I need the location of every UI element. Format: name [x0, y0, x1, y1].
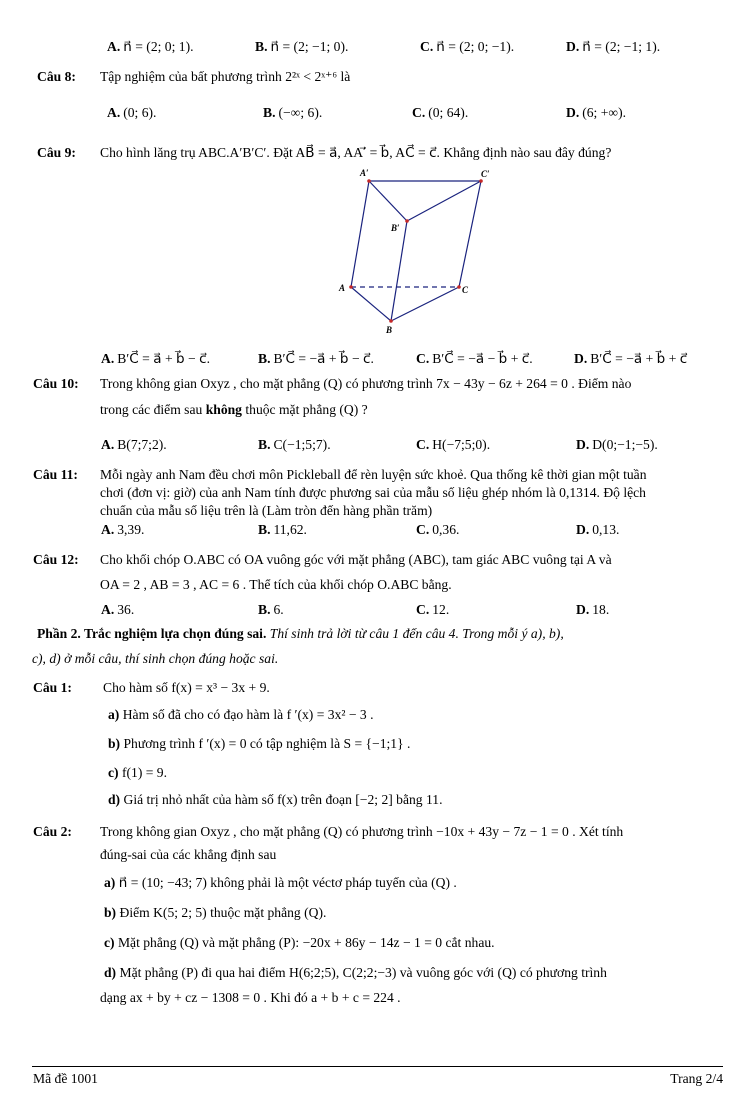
exam-code: Mã đề 1001 — [33, 1071, 98, 1086]
q10-option-c: C. H(−7;5;0). — [416, 437, 491, 452]
label-c1: C′ — [481, 169, 490, 179]
label-a1: A′ — [360, 168, 369, 178]
p2q2-item-c: c) Mặt phẳng (Q) và mặt phẳng (P): −20x + 86y − 14z − 1 = 0 cắt nhau. — [104, 935, 495, 950]
p2q2-item-d: d) Mặt phẳng (P) đi qua hai điểm H(6;2;5), C(2;2;−3) và vuông góc với (Q) có phương trình — [104, 965, 607, 980]
q7-option-a: A. n⃗ = (2; 0; 1). — [107, 39, 194, 54]
part-2-instructions: c), d) ở mỗi câu, thí sinh chọn đúng hoặc sai. — [32, 651, 279, 666]
vertex-c — [457, 285, 461, 289]
label-c: C — [462, 285, 469, 295]
q11-option-c: C. 0,36. — [416, 522, 460, 537]
q8-option-d: D. (6; +∞). — [566, 105, 627, 120]
p2q2-item-d-cont: dạng ax + by + cz − 1308 = 0 . Khi đó a + b + c = 224 . — [100, 990, 401, 1005]
vertex-a — [349, 285, 353, 289]
p2q1-item-a: a) Hàm số đã cho có đạo hàm là f ′(x) = 3x² − 3 . — [108, 707, 374, 722]
q8-option-c: C. (0; 64). — [412, 105, 469, 120]
q12-option-d: D. 18. — [576, 602, 610, 617]
edge-c1-c — [459, 181, 481, 287]
question-8: Câu 8: Tập nghiệm của bất phương trình 2²ˣ < 2ˣ⁺⁶ là — [37, 69, 351, 84]
part-2-heading: Phần 2. Trắc nghiệm lựa chọn đúng sai. Thí sinh trả lời từ câu 1 đến câu 4. Trong mỗi ý a), b), — [37, 626, 564, 641]
prism-figure — [335, 165, 505, 337]
part2-question-1: Câu 1: Cho hàm số f(x) = x³ − 3x + 9. — [33, 680, 270, 695]
q8-option-b: B. (−∞; 6). — [263, 105, 323, 120]
edge-a1-b1 — [369, 181, 407, 221]
p2q2-line2: đúng-sai của các khẳng định sau — [100, 847, 277, 862]
p2q1-item-b: b) Phương trình f ′(x) = 0 có tập nghiệm là S = {−1;1} . — [108, 736, 411, 751]
p2q1-item-d: d) Giá trị nhỏ nhất của hàm số f(x) trên đoạn [−2; 2] bằng 11. — [108, 792, 443, 807]
q11-option-d: D. 0,13. — [576, 522, 620, 537]
edge-b1-b — [391, 221, 407, 321]
q12-option-b: B. 6. — [258, 602, 284, 617]
vertex-b — [389, 319, 393, 323]
question-11-line2: chơi (đơn vị: giờ) của anh Nam tính được phương sai của mẫu số liệu ghép nhóm là 0,1314. Độ lệch — [100, 485, 646, 500]
question-10: Câu 10: Trong không gian Oxyz , cho mặt phẳng (Q) có phương trình 7x − 43y − 6z + 264 = 0 . Điểm nào — [33, 376, 632, 391]
q7-option-d: D. n⃗ = (2; −1; 1). — [566, 39, 661, 54]
q9-option-c: C. B′C⃗ = −a⃗ − b⃗ + c⃗. — [416, 351, 533, 366]
vertex-a1 — [367, 179, 371, 183]
q7-option-c: C. n⃗ = (2; 0; −1). — [420, 39, 515, 54]
vertex-c1 — [479, 179, 483, 183]
q7-option-b: B. n⃗ = (2; −1; 0). — [255, 39, 349, 54]
label-a: A — [339, 283, 346, 293]
q11-option-b: B. 11,62. — [258, 522, 307, 537]
q8-option-a: A. (0; 6). — [107, 105, 157, 120]
vertex-b1 — [405, 219, 409, 223]
q9-option-a: A. B′C⃗ = a⃗ + b⃗ − c⃗. — [101, 351, 210, 366]
footer-rule — [32, 1066, 723, 1067]
q11-option-a: A. 3,39. — [101, 522, 145, 537]
q12-option-a: A. 36. — [101, 602, 135, 617]
p2q1-item-c: c) f(1) = 9. — [108, 765, 168, 780]
part2-question-2: Câu 2: Trong không gian Oxyz , cho mặt phẳng (Q) có phương trình −10x + 43y − 7z − 1 = 0 . Xét tính — [33, 824, 624, 839]
q9-option-b: B. B′C⃗ = −a⃗ + b⃗ − c⃗. — [258, 351, 374, 366]
q10-option-d: D. D(0;−1;−5). — [576, 437, 658, 452]
question-11-line3: chuẩn của mẫu số liệu trên là (Làm tròn đến hàng phần trăm) — [100, 503, 433, 518]
edge-b1-c1 — [407, 181, 481, 221]
p2q2-item-a: a) n⃗ = (10; −43; 7) không phải là một véctơ pháp tuyến của (Q) . — [104, 875, 457, 890]
edge-b-c — [391, 287, 459, 321]
page-number: Trang 2/4 — [670, 1071, 723, 1086]
label-b1: B′ — [391, 223, 400, 233]
edge-a-b — [351, 287, 391, 321]
question-12-line2: OA = 2 , AB = 3 , AC = 6 . Thể tích của khối chóp O.ABC bằng. — [100, 577, 452, 592]
question-12: Câu 12: Cho khối chóp O.ABC có OA vuông góc với mặt phẳng (ABC), tam giác ABC vuông tại A và — [33, 552, 612, 567]
question-10-cont: trong các điểm sau không thuộc mặt phẳng (Q) ? — [100, 402, 368, 417]
q10-option-a: A. B(7;7;2). — [101, 437, 167, 452]
p2q2-item-b: b) Điểm K(5; 2; 5) thuộc mặt phẳng (Q). — [104, 905, 327, 920]
q12-option-c: C. 12. — [416, 602, 450, 617]
q9-option-d: D. B′C⃗ = −a⃗ + b⃗ + c⃗ — [574, 351, 688, 366]
edge-a1-a — [351, 181, 369, 287]
q10-option-b: B. C(−1;5;7). — [258, 437, 331, 452]
question-11: Câu 11: Mỗi ngày anh Nam đều chơi môn Pickleball để rèn luyện sức khoẻ. Qua thống kê thời gian một tuần — [33, 467, 647, 482]
label-b: B — [386, 325, 393, 335]
question-9: Câu 9: Cho hình lăng trụ ABC.A′B′C′. Đặt AB⃗ = a⃗, AA′⃗ = b⃗, AC⃗ = c⃗. Khẳng định nào sau đây đúng? — [37, 145, 612, 160]
